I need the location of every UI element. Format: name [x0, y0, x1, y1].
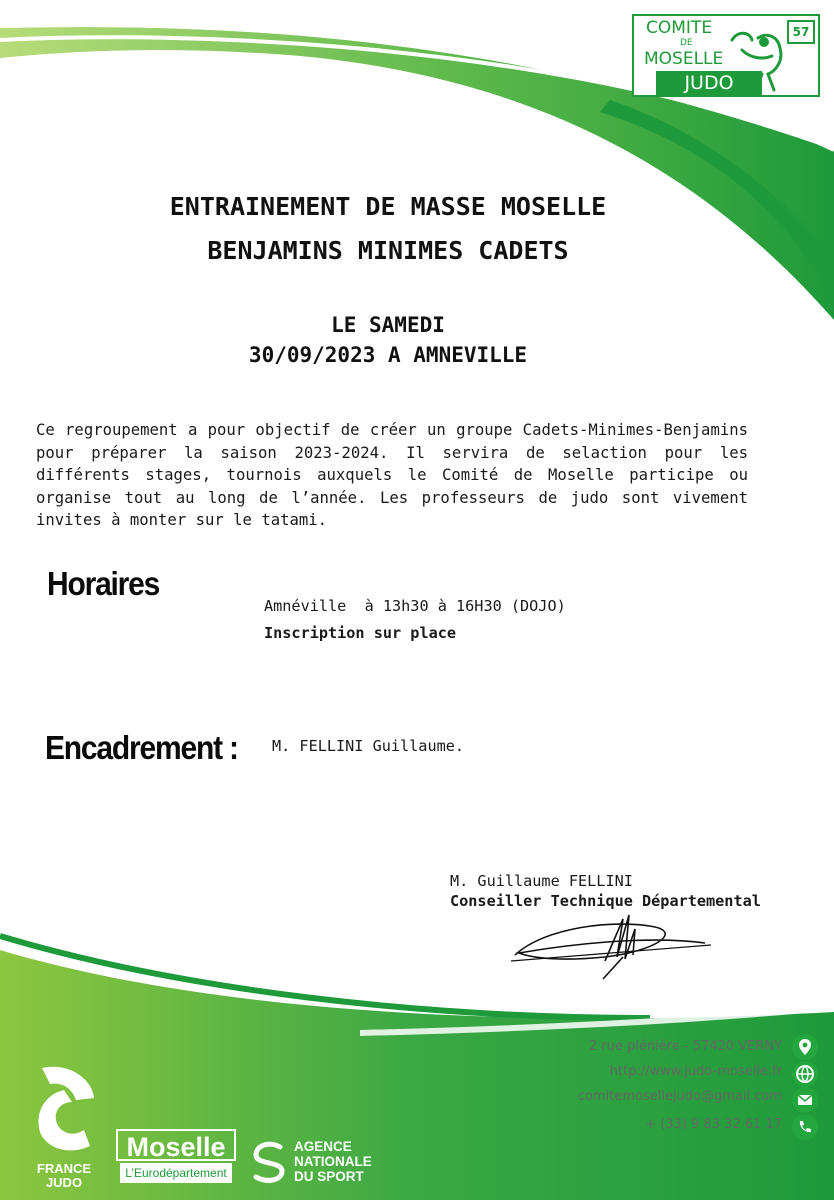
moselle-wordmark: Moselle [116, 1129, 236, 1161]
event-title-line2: BENJAMINS MINIMES CADETS [207, 236, 569, 265]
moselle-subtitle: L’Eurodépartement [120, 1163, 232, 1183]
logo-number: 57 [787, 20, 815, 44]
horaires-heading: Horaires [47, 566, 160, 603]
handwritten-signature [505, 905, 715, 985]
encadrement-name: M. FELLINI Guillaume. [272, 737, 465, 755]
logo-line3: MOSELLE [644, 49, 724, 69]
agence-nationale-du-sport-logo [250, 1139, 390, 1187]
event-date-line1: LE SAMEDI [331, 313, 445, 337]
ans-s-emblem [250, 1139, 290, 1187]
encadrement-heading: Encadrement : [45, 730, 238, 767]
france-judo-emblem [28, 1060, 100, 1160]
globe-icon [792, 1061, 818, 1087]
france-judo-text: FRANCE JUDO [36, 1161, 92, 1190]
phone-icon [792, 1114, 818, 1140]
logo-line4: JUDO [656, 71, 762, 95]
location-pin-icon [792, 1034, 818, 1060]
france-judo-logo [28, 1060, 100, 1190]
contact-website[interactable]: http://www.judo-moselle.fr [609, 1064, 782, 1079]
envelope-icon [792, 1087, 818, 1113]
ans-text: AGENCE NATIONALE DU SPORT [294, 1139, 372, 1184]
contact-address: 2 rue plénière - 57420 VERNY [588, 1039, 782, 1054]
signatory-title: Conseiller Technique Départemental [450, 892, 761, 910]
event-title-line1: ENTRAINEMENT DE MASSE MOSELLE [169, 192, 607, 221]
horaires-registration: Inscription sur place [264, 624, 457, 642]
comite-moselle-judo-logo [632, 14, 820, 97]
signatory-name: M. Guillaume FELLINI [450, 872, 633, 890]
contact-email[interactable]: comitemosellejudo@gmail.com [577, 1089, 782, 1104]
contact-phone: + (33) 9 83 32 61 17 [645, 1117, 782, 1132]
event-date-line2: 30/09/2023 A AMNEVILLE [248, 343, 528, 367]
logo-line2: DE [680, 38, 693, 48]
intro-paragraph: Ce regroupement a pour objectif de créer un groupe Cadets-Minimes-Benjamins pour préparer la saison 2023-2024. Il servira de selaction pour les différents stages, tournois auxquels le Comité de Moselle participe ou organise tout au long de l’année. Les professeurs de judo sont vivement invites à monter sur le tatami. [36, 421, 748, 529]
logo-line1: COMITE [646, 18, 713, 38]
judoka-silhouette-icon [728, 28, 790, 94]
horaires-schedule: Amnéville à 13h30 à 16H30 (DOJO) [264, 597, 566, 615]
moselle-departement-logo [116, 1129, 236, 1185]
